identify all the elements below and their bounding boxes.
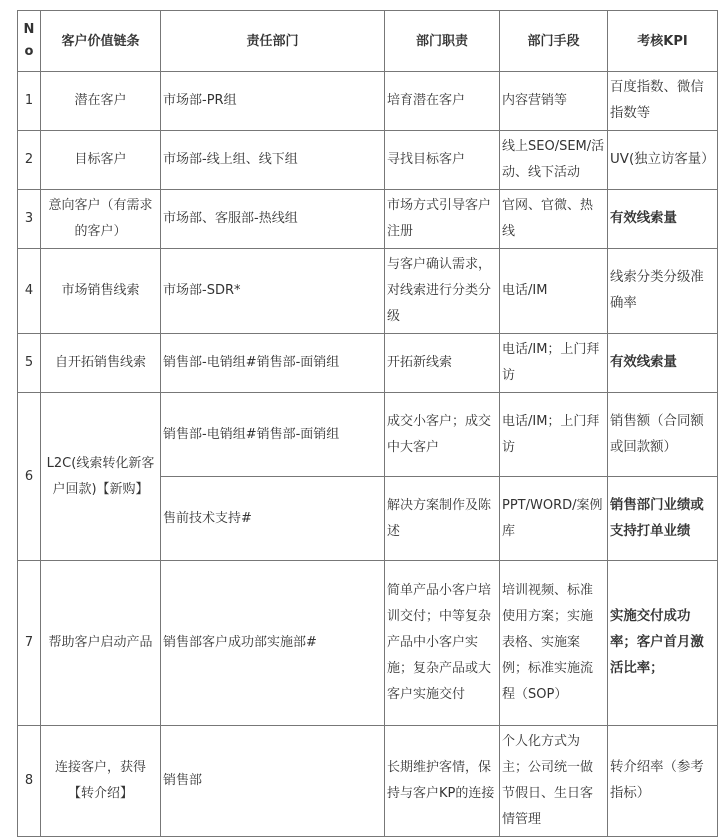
row-duty: 简单产品小客户培训交付；中等复杂产品中小客户实施；复杂产品或大客户实施交付 <box>385 561 500 726</box>
header-dept: 责任部门 <box>161 11 385 72</box>
row-duty: 培育潜在客户 <box>385 72 500 131</box>
row-kpi: 线索分类分级准确率 <box>608 249 718 334</box>
header-duty: 部门职责 <box>385 11 500 72</box>
header-row <box>18 11 718 72</box>
row-duty: 开拓新线索 <box>385 334 500 393</box>
row-means: 内容营销等 <box>500 72 608 131</box>
row-no: 8 <box>18 726 41 837</box>
row-means: 官网、官微、热线 <box>500 190 608 249</box>
row-chain: 连接客户，获得【转介绍】 <box>41 726 161 837</box>
row-means: 线上SEO/SEM/活动、线下活动 <box>500 131 608 190</box>
row-kpi: 实施交付成功率；客户首月激活比率； <box>608 561 718 726</box>
row-kpi: 百度指数、微信指数等 <box>608 72 718 131</box>
row-dept: 销售部客户成功部实施部# <box>161 561 385 726</box>
row-no: 4 <box>18 249 41 334</box>
row-no: 5 <box>18 334 41 393</box>
row-means: PPT/WORD/案例库 <box>500 477 608 561</box>
row-chain: 目标客户 <box>41 131 161 190</box>
row-means: 电话/IM <box>500 249 608 334</box>
row-dept: 销售部-电销组#销售部-面销组 <box>161 334 385 393</box>
header-means: 部门手段 <box>500 11 608 72</box>
row-kpi: 转介绍率（参考指标） <box>608 726 718 837</box>
row-dept: 售前技术支持# <box>161 477 385 561</box>
header-chain: 客户价值链条 <box>41 11 161 72</box>
row-no: 1 <box>18 72 41 131</box>
row-duty: 成交小客户；成交中大客户 <box>385 393 500 477</box>
row-means: 电话/IM；上门拜访 <box>500 393 608 477</box>
row-duty: 长期维护客情，保持与客户KP的连接 <box>385 726 500 837</box>
row-kpi: 销售部门业绩或支持打单业绩 <box>608 477 718 561</box>
row-chain: L2C(线索转化新客户回款)【新购】 <box>41 393 161 561</box>
row-dept: 市场部-SDR* <box>161 249 385 334</box>
row-no: 7 <box>18 561 41 726</box>
row-dept: 销售部-电销组#销售部-面销组 <box>161 393 385 477</box>
row-kpi: UV(独立访客量） <box>608 131 718 190</box>
row-no: 6 <box>18 393 41 561</box>
row-duty: 寻找目标客户 <box>385 131 500 190</box>
row-means: 电话/IM；上门拜访 <box>500 334 608 393</box>
table-row <box>18 334 718 393</box>
row-chain: 意向客户（有需求的客户） <box>41 190 161 249</box>
row-chain: 帮助客户启动产品 <box>41 561 161 726</box>
table-row <box>18 561 718 726</box>
row-duty: 市场方式引导客户注册 <box>385 190 500 249</box>
row-chain: 市场销售线索 <box>41 249 161 334</box>
row-duty: 与客户确认需求，对线索进行分类分级 <box>385 249 500 334</box>
row-dept: 市场部-线上组、线下组 <box>161 131 385 190</box>
header-no: No <box>18 11 41 72</box>
row-chain: 潜在客户 <box>41 72 161 131</box>
table-row <box>18 393 718 477</box>
row-no: 2 <box>18 131 41 190</box>
row-means: 个人化方式为主；公司统一做节假日、生日客情管理 <box>500 726 608 837</box>
row-no: 3 <box>18 190 41 249</box>
row-kpi: 有效线索量 <box>608 190 718 249</box>
table-row <box>18 190 718 249</box>
table-row <box>18 249 718 334</box>
row-kpi: 有效线索量 <box>608 334 718 393</box>
row-duty: 解决方案制作及陈述 <box>385 477 500 561</box>
header-kpi: 考核KPI <box>608 11 718 72</box>
row-means: 培训视频、标准使用方案；实施表格、实施案例；标准实施流程（SOP） <box>500 561 608 726</box>
row-chain: 自开拓销售线索 <box>41 334 161 393</box>
table-row <box>18 131 718 190</box>
table-row <box>18 72 718 131</box>
table-row <box>18 726 718 837</box>
row-dept: 市场部-PR组 <box>161 72 385 131</box>
row-dept: 销售部 <box>161 726 385 837</box>
kpi-table <box>17 10 718 837</box>
row-dept: 市场部、客服部-热线组 <box>161 190 385 249</box>
row-kpi: 销售额（合同额或回款额） <box>608 393 718 477</box>
